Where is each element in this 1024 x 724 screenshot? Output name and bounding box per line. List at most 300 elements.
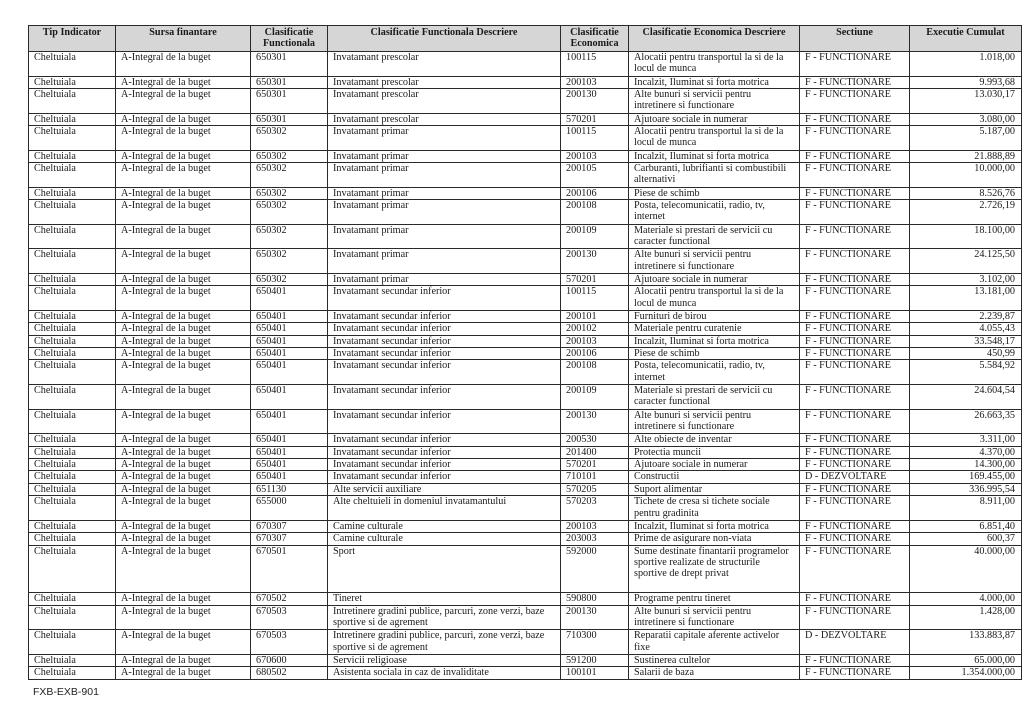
table-row: [29, 409, 1022, 434]
cell-sectiune: D - DEZVOLTARE: [800, 630, 910, 655]
cell-clasificatie-functionala: 650401: [251, 446, 328, 458]
cell-executie-cumulat: 4.370,00: [910, 446, 1022, 458]
table-row: [29, 310, 1022, 322]
cell-functionala-descriere: Invatamant prescolar: [328, 52, 561, 77]
table-row: [29, 113, 1022, 125]
cell-sectiune: F - FUNCTIONARE: [800, 76, 910, 88]
cell-clasificatie-economica: 710101: [561, 471, 629, 483]
cell-economica-descriere: Ajutoare sociale in numerar: [629, 273, 800, 285]
table-row: [29, 667, 1022, 679]
cell-tip-indicator: Cheltuiala: [29, 286, 116, 311]
table-row: [29, 471, 1022, 483]
cell-sursa-finantare: A-Integral de la buget: [116, 187, 251, 199]
cell-economica-descriere: Alte bunuri si servicii pentru intretinere si functionare: [629, 249, 800, 274]
cell-clasificatie-functionala: 670307: [251, 533, 328, 545]
table-row: [29, 434, 1022, 446]
cell-tip-indicator: Cheltuiala: [29, 249, 116, 274]
cell-tip-indicator: Cheltuiala: [29, 496, 116, 521]
cell-clasificatie-economica: 200102: [561, 323, 629, 335]
cell-functionala-descriere: Invatamant primar: [328, 273, 561, 285]
cell-clasificatie-functionala: 650302: [251, 150, 328, 162]
col-header-functionala-descriere: Clasificatie Functionala Descriere: [328, 26, 561, 52]
cell-sursa-finantare: A-Integral de la buget: [116, 150, 251, 162]
cell-tip-indicator: Cheltuiala: [29, 459, 116, 471]
table-row: [29, 273, 1022, 285]
cell-clasificatie-functionala: 650401: [251, 360, 328, 385]
cell-tip-indicator: Cheltuiala: [29, 471, 116, 483]
cell-economica-descriere: Posta, telecomunicatii, radio, tv, internet: [629, 360, 800, 385]
cell-economica-descriere: Materiale si prestari de servicii cu caracter functional: [629, 224, 800, 249]
cell-sursa-finantare: A-Integral de la buget: [116, 667, 251, 679]
cell-clasificatie-functionala: 650401: [251, 434, 328, 446]
cell-tip-indicator: Cheltuiala: [29, 150, 116, 162]
cell-clasificatie-functionala: 650301: [251, 76, 328, 88]
cell-economica-descriere: Sustinerea cultelor: [629, 655, 800, 667]
cell-tip-indicator: Cheltuiala: [29, 187, 116, 199]
cell-clasificatie-economica: 200530: [561, 434, 629, 446]
cell-sursa-finantare: A-Integral de la buget: [116, 52, 251, 77]
cell-sursa-finantare: A-Integral de la buget: [116, 520, 251, 532]
cell-functionala-descriere: Invatamant secundar inferior: [328, 310, 561, 322]
cell-functionala-descriere: Invatamant secundar inferior: [328, 471, 561, 483]
cell-sursa-finantare: A-Integral de la buget: [116, 605, 251, 630]
cell-tip-indicator: Cheltuiala: [29, 446, 116, 458]
cell-sectiune: F - FUNCTIONARE: [800, 459, 910, 471]
cell-sursa-finantare: A-Integral de la buget: [116, 113, 251, 125]
cell-functionala-descriere: Intretinere gradini publice, parcuri, zone verzi, baze sportive si de agrement: [328, 605, 561, 630]
cell-economica-descriere: Incalzit, Iluminat si forta motrica: [629, 520, 800, 532]
cell-tip-indicator: Cheltuiala: [29, 655, 116, 667]
cell-economica-descriere: Incalzit, Iluminat si forta motrica: [629, 76, 800, 88]
cell-tip-indicator: Cheltuiala: [29, 335, 116, 347]
cell-tip-indicator: Cheltuiala: [29, 52, 116, 77]
cell-economica-descriere: Furnituri de birou: [629, 310, 800, 322]
cell-sursa-finantare: A-Integral de la buget: [116, 348, 251, 360]
table-body: [29, 52, 1022, 680]
cell-clasificatie-functionala: 680502: [251, 667, 328, 679]
cell-functionala-descriere: Sport: [328, 545, 561, 593]
cell-executie-cumulat: 3.080,00: [910, 113, 1022, 125]
cell-economica-descriere: Alte obiecte de inventar: [629, 434, 800, 446]
cell-economica-descriere: Programe pentru tineret: [629, 593, 800, 605]
cell-economica-descriere: Prime de asigurare non-viata: [629, 533, 800, 545]
cell-clasificatie-functionala: 650401: [251, 286, 328, 311]
cell-clasificatie-functionala: 650301: [251, 89, 328, 114]
cell-clasificatie-functionala: 650401: [251, 409, 328, 434]
cell-clasificatie-economica: 570201: [561, 459, 629, 471]
table-row: [29, 385, 1022, 410]
cell-functionala-descriere: Invatamant primar: [328, 150, 561, 162]
cell-economica-descriere: Alte bunuri si servicii pentru intretinere si functionare: [629, 409, 800, 434]
cell-executie-cumulat: 3.311,00: [910, 434, 1022, 446]
cell-clasificatie-economica: 200103: [561, 520, 629, 532]
cell-sectiune: F - FUNCTIONARE: [800, 273, 910, 285]
cell-sursa-finantare: A-Integral de la buget: [116, 655, 251, 667]
cell-economica-descriere: Posta, telecomunicatii, radio, tv, internet: [629, 200, 800, 225]
cell-sursa-finantare: A-Integral de la buget: [116, 249, 251, 274]
cell-sectiune: F - FUNCTIONARE: [800, 323, 910, 335]
cell-executie-cumulat: 1.428,00: [910, 605, 1022, 630]
cell-executie-cumulat: 1.354.000,00: [910, 667, 1022, 679]
cell-sursa-finantare: A-Integral de la buget: [116, 163, 251, 188]
cell-clasificatie-economica: 590800: [561, 593, 629, 605]
cell-sectiune: F - FUNCTIONARE: [800, 348, 910, 360]
header-row: [29, 26, 1022, 52]
cell-clasificatie-functionala: 670503: [251, 630, 328, 655]
cell-executie-cumulat: 24.125,50: [910, 249, 1022, 274]
cell-economica-descriere: Tichete de cresa si tichete sociale pentru gradinita: [629, 496, 800, 521]
table-row: [29, 459, 1022, 471]
cell-sectiune: F - FUNCTIONARE: [800, 446, 910, 458]
table-row: [29, 360, 1022, 385]
cell-clasificatie-economica: 200103: [561, 150, 629, 162]
cell-clasificatie-functionala: 670307: [251, 520, 328, 532]
cell-clasificatie-functionala: 650302: [251, 163, 328, 188]
table-row: [29, 76, 1022, 88]
cell-tip-indicator: Cheltuiala: [29, 360, 116, 385]
cell-clasificatie-economica: 591200: [561, 655, 629, 667]
cell-sectiune: F - FUNCTIONARE: [800, 52, 910, 77]
cell-clasificatie-economica: 200130: [561, 605, 629, 630]
cell-clasificatie-functionala: 650401: [251, 323, 328, 335]
cell-sursa-finantare: A-Integral de la buget: [116, 459, 251, 471]
cell-tip-indicator: Cheltuiala: [29, 323, 116, 335]
cell-economica-descriere: Suport alimentar: [629, 483, 800, 495]
table-row: [29, 446, 1022, 458]
cell-functionala-descriere: Invatamant secundar inferior: [328, 434, 561, 446]
table-row: [29, 286, 1022, 311]
cell-sectiune: F - FUNCTIONARE: [800, 496, 910, 521]
cell-economica-descriere: Alte bunuri si servicii pentru intretinere si functionare: [629, 89, 800, 114]
cell-executie-cumulat: 4.055,43: [910, 323, 1022, 335]
table-row: [29, 605, 1022, 630]
cell-functionala-descriere: Invatamant secundar inferior: [328, 360, 561, 385]
cell-sectiune: F - FUNCTIONARE: [800, 310, 910, 322]
cell-tip-indicator: Cheltuiala: [29, 310, 116, 322]
col-header-sectiune: Sectiune: [800, 26, 910, 52]
cell-functionala-descriere: Camine culturale: [328, 520, 561, 532]
cell-functionala-descriere: Intretinere gradini publice, parcuri, zone verzi, baze sportive si de agrement: [328, 630, 561, 655]
cell-sectiune: F - FUNCTIONARE: [800, 200, 910, 225]
cell-clasificatie-economica: 200130: [561, 89, 629, 114]
cell-functionala-descriere: Invatamant primar: [328, 224, 561, 249]
cell-clasificatie-functionala: 650302: [251, 126, 328, 151]
cell-executie-cumulat: 2.726,19: [910, 200, 1022, 225]
table-row: [29, 533, 1022, 545]
cell-clasificatie-functionala: 650401: [251, 348, 328, 360]
cell-sectiune: F - FUNCTIONARE: [800, 434, 910, 446]
cell-functionala-descriere: Alte servicii auxiliare: [328, 483, 561, 495]
cell-sectiune: F - FUNCTIONARE: [800, 163, 910, 188]
cell-clasificatie-economica: 570205: [561, 483, 629, 495]
document-code: FXB-EXB-901: [33, 686, 99, 698]
cell-clasificatie-economica: 200130: [561, 409, 629, 434]
cell-economica-descriere: Incalzit, Iluminat si forta motrica: [629, 150, 800, 162]
cell-clasificatie-economica: 592000: [561, 545, 629, 593]
cell-economica-descriere: Ajutoare sociale in numerar: [629, 459, 800, 471]
cell-tip-indicator: Cheltuiala: [29, 520, 116, 532]
cell-economica-descriere: Alocatii pentru transportul la si de la locul de munca: [629, 286, 800, 311]
cell-functionala-descriere: Tineret: [328, 593, 561, 605]
cell-clasificatie-economica: 203003: [561, 533, 629, 545]
cell-functionala-descriere: Invatamant secundar inferior: [328, 323, 561, 335]
cell-executie-cumulat: 1.018,00: [910, 52, 1022, 77]
cell-executie-cumulat: 8.526,76: [910, 187, 1022, 199]
table-row: [29, 593, 1022, 605]
cell-executie-cumulat: 3.102,00: [910, 273, 1022, 285]
cell-executie-cumulat: 133.883,87: [910, 630, 1022, 655]
table-row: [29, 200, 1022, 225]
col-header-executie-cumulat: Executie Cumulat: [910, 26, 1022, 52]
cell-sursa-finantare: A-Integral de la buget: [116, 471, 251, 483]
cell-functionala-descriere: Alte cheltuieli in domeniul invatamantului: [328, 496, 561, 521]
table-row: [29, 335, 1022, 347]
cell-executie-cumulat: 5.584,92: [910, 360, 1022, 385]
cell-clasificatie-functionala: 650301: [251, 113, 328, 125]
cell-clasificatie-economica: 200109: [561, 385, 629, 410]
cell-clasificatie-functionala: 650401: [251, 385, 328, 410]
cell-tip-indicator: Cheltuiala: [29, 163, 116, 188]
cell-economica-descriere: Alte bunuri si servicii pentru intretinere si functionare: [629, 605, 800, 630]
cell-clasificatie-functionala: 650301: [251, 52, 328, 77]
cell-sectiune: F - FUNCTIONARE: [800, 335, 910, 347]
cell-sectiune: F - FUNCTIONARE: [800, 605, 910, 630]
cell-executie-cumulat: 4.000,00: [910, 593, 1022, 605]
table-row: [29, 224, 1022, 249]
cell-sectiune: F - FUNCTIONARE: [800, 113, 910, 125]
cell-economica-descriere: Materiale si prestari de servicii cu caracter functional: [629, 385, 800, 410]
cell-sectiune: F - FUNCTIONARE: [800, 360, 910, 385]
cell-executie-cumulat: 65.000,00: [910, 655, 1022, 667]
cell-clasificatie-economica: 201400: [561, 446, 629, 458]
table-row: [29, 520, 1022, 532]
cell-sectiune: F - FUNCTIONARE: [800, 286, 910, 311]
cell-executie-cumulat: 10.000,00: [910, 163, 1022, 188]
cell-sectiune: D - DEZVOLTARE: [800, 471, 910, 483]
cell-functionala-descriere: Invatamant secundar inferior: [328, 409, 561, 434]
cell-tip-indicator: Cheltuiala: [29, 89, 116, 114]
table-row: [29, 483, 1022, 495]
cell-functionala-descriere: Camine culturale: [328, 533, 561, 545]
cell-functionala-descriere: Invatamant primar: [328, 200, 561, 225]
cell-sursa-finantare: A-Integral de la buget: [116, 335, 251, 347]
cell-functionala-descriere: Invatamant secundar inferior: [328, 459, 561, 471]
cell-sursa-finantare: A-Integral de la buget: [116, 200, 251, 225]
cell-executie-cumulat: 21.888,89: [910, 150, 1022, 162]
cell-economica-descriere: Incalzit, Iluminat si forta motrica: [629, 335, 800, 347]
cell-executie-cumulat: 13.181,00: [910, 286, 1022, 311]
cell-executie-cumulat: 169.455,00: [910, 471, 1022, 483]
cell-clasificatie-economica: 200103: [561, 335, 629, 347]
table-row: [29, 630, 1022, 655]
cell-clasificatie-economica: 570201: [561, 273, 629, 285]
cell-executie-cumulat: 24.604,54: [910, 385, 1022, 410]
cell-functionala-descriere: Invatamant prescolar: [328, 89, 561, 114]
cell-sursa-finantare: A-Integral de la buget: [116, 89, 251, 114]
cell-economica-descriere: Piese de schimb: [629, 187, 800, 199]
cell-tip-indicator: Cheltuiala: [29, 76, 116, 88]
cell-sectiune: F - FUNCTIONARE: [800, 520, 910, 532]
cell-sursa-finantare: A-Integral de la buget: [116, 310, 251, 322]
execution-table: [28, 25, 1022, 680]
cell-economica-descriere: Protectia muncii: [629, 446, 800, 458]
cell-tip-indicator: Cheltuiala: [29, 605, 116, 630]
cell-clasificatie-economica: 200103: [561, 76, 629, 88]
cell-clasificatie-economica: 200108: [561, 200, 629, 225]
cell-functionala-descriere: Invatamant secundar inferior: [328, 446, 561, 458]
cell-tip-indicator: Cheltuiala: [29, 200, 116, 225]
cell-functionala-descriere: Invatamant primar: [328, 163, 561, 188]
table-row: [29, 545, 1022, 593]
cell-economica-descriere: Piese de schimb: [629, 348, 800, 360]
cell-sursa-finantare: A-Integral de la buget: [116, 434, 251, 446]
cell-economica-descriere: Salarii de baza: [629, 667, 800, 679]
cell-clasificatie-economica: 100115: [561, 126, 629, 151]
cell-sectiune: F - FUNCTIONARE: [800, 667, 910, 679]
cell-sursa-finantare: A-Integral de la buget: [116, 630, 251, 655]
cell-tip-indicator: Cheltuiala: [29, 483, 116, 495]
cell-tip-indicator: Cheltuiala: [29, 434, 116, 446]
table-row: [29, 249, 1022, 274]
cell-sursa-finantare: A-Integral de la buget: [116, 286, 251, 311]
cell-executie-cumulat: 450,99: [910, 348, 1022, 360]
cell-executie-cumulat: 336.995,54: [910, 483, 1022, 495]
cell-clasificatie-economica: 200106: [561, 348, 629, 360]
col-header-clasificatie-economica: Clasificatie Economica: [561, 26, 629, 52]
cell-tip-indicator: Cheltuiala: [29, 385, 116, 410]
table-row: [29, 323, 1022, 335]
cell-sectiune: F - FUNCTIONARE: [800, 224, 910, 249]
cell-sectiune: F - FUNCTIONARE: [800, 249, 910, 274]
cell-sectiune: F - FUNCTIONARE: [800, 150, 910, 162]
cell-sursa-finantare: A-Integral de la buget: [116, 446, 251, 458]
cell-clasificatie-economica: 100115: [561, 52, 629, 77]
cell-executie-cumulat: 6.851,40: [910, 520, 1022, 532]
cell-tip-indicator: Cheltuiala: [29, 409, 116, 434]
cell-functionala-descriere: Invatamant prescolar: [328, 113, 561, 125]
cell-sectiune: F - FUNCTIONARE: [800, 126, 910, 151]
cell-executie-cumulat: 2.239,87: [910, 310, 1022, 322]
cell-functionala-descriere: Servicii religioase: [328, 655, 561, 667]
cell-clasificatie-functionala: 650302: [251, 187, 328, 199]
cell-sursa-finantare: A-Integral de la buget: [116, 224, 251, 249]
cell-functionala-descriere: Invatamant primar: [328, 187, 561, 199]
cell-clasificatie-economica: 200130: [561, 249, 629, 274]
col-header-economica-descriere: Clasificatie Economica Descriere: [629, 26, 800, 52]
cell-tip-indicator: Cheltuiala: [29, 545, 116, 593]
cell-tip-indicator: Cheltuiala: [29, 273, 116, 285]
cell-sursa-finantare: A-Integral de la buget: [116, 126, 251, 151]
table-row: [29, 496, 1022, 521]
cell-clasificatie-economica: 200108: [561, 360, 629, 385]
cell-clasificatie-economica: 200101: [561, 310, 629, 322]
cell-sursa-finantare: A-Integral de la buget: [116, 76, 251, 88]
cell-executie-cumulat: 14.300,00: [910, 459, 1022, 471]
cell-clasificatie-functionala: 655000: [251, 496, 328, 521]
cell-economica-descriere: Materiale pentru curatenie: [629, 323, 800, 335]
table-row: [29, 89, 1022, 114]
table-row: [29, 150, 1022, 162]
cell-clasificatie-economica: 100115: [561, 286, 629, 311]
cell-sectiune: F - FUNCTIONARE: [800, 545, 910, 593]
cell-functionala-descriere: Invatamant primar: [328, 249, 561, 274]
cell-clasificatie-functionala: 670503: [251, 605, 328, 630]
cell-sursa-finantare: A-Integral de la buget: [116, 533, 251, 545]
col-header-tip-indicator: Tip Indicator: [29, 26, 116, 52]
cell-functionala-descriere: Invatamant secundar inferior: [328, 385, 561, 410]
cell-clasificatie-functionala: 650302: [251, 224, 328, 249]
table-row: [29, 52, 1022, 77]
cell-sursa-finantare: A-Integral de la buget: [116, 483, 251, 495]
cell-clasificatie-functionala: 650401: [251, 459, 328, 471]
cell-clasificatie-functionala: 650401: [251, 335, 328, 347]
cell-tip-indicator: Cheltuiala: [29, 630, 116, 655]
cell-tip-indicator: Cheltuiala: [29, 113, 116, 125]
cell-clasificatie-economica: 570201: [561, 113, 629, 125]
cell-clasificatie-economica: 100101: [561, 667, 629, 679]
cell-tip-indicator: Cheltuiala: [29, 533, 116, 545]
cell-clasificatie-functionala: 650302: [251, 200, 328, 225]
cell-sectiune: F - FUNCTIONARE: [800, 483, 910, 495]
cell-economica-descriere: Ajutoare sociale in numerar: [629, 113, 800, 125]
cell-executie-cumulat: 40.000,00: [910, 545, 1022, 593]
col-header-clasificatie-functionala: Clasificatie Functionala: [251, 26, 328, 52]
cell-economica-descriere: Alocatii pentru transportul la si de la locul de munca: [629, 52, 800, 77]
cell-clasificatie-functionala: 651130: [251, 483, 328, 495]
cell-economica-descriere: Alocatii pentru transportul la si de la locul de munca: [629, 126, 800, 151]
table-row: [29, 126, 1022, 151]
cell-clasificatie-functionala: 650401: [251, 310, 328, 322]
cell-sectiune: F - FUNCTIONARE: [800, 409, 910, 434]
cell-sectiune: F - FUNCTIONARE: [800, 533, 910, 545]
col-header-sursa-finantare: Sursa finantare: [116, 26, 251, 52]
cell-tip-indicator: Cheltuiala: [29, 224, 116, 249]
cell-tip-indicator: Cheltuiala: [29, 667, 116, 679]
cell-executie-cumulat: 33.548,17: [910, 335, 1022, 347]
cell-economica-descriere: Reparatii capitale aferente activelor fixe: [629, 630, 800, 655]
cell-tip-indicator: Cheltuiala: [29, 348, 116, 360]
cell-executie-cumulat: 8.911,00: [910, 496, 1022, 521]
cell-functionala-descriere: Invatamant primar: [328, 126, 561, 151]
cell-economica-descriere: Constructii: [629, 471, 800, 483]
table-row: [29, 348, 1022, 360]
cell-economica-descriere: Carburanti, lubrifianti si combustibili alternativi: [629, 163, 800, 188]
cell-clasificatie-functionala: 670502: [251, 593, 328, 605]
cell-functionala-descriere: Invatamant secundar inferior: [328, 286, 561, 311]
table-header: [29, 26, 1022, 52]
cell-sursa-finantare: A-Integral de la buget: [116, 409, 251, 434]
cell-sectiune: F - FUNCTIONARE: [800, 655, 910, 667]
cell-executie-cumulat: 26.663,35: [910, 409, 1022, 434]
cell-executie-cumulat: 18.100,00: [910, 224, 1022, 249]
cell-clasificatie-functionala: 650302: [251, 249, 328, 274]
cell-sectiune: F - FUNCTIONARE: [800, 187, 910, 199]
cell-sursa-finantare: A-Integral de la buget: [116, 360, 251, 385]
cell-functionala-descriere: Invatamant prescolar: [328, 76, 561, 88]
cell-functionala-descriere: Asistenta sociala in caz de invaliditate: [328, 667, 561, 679]
table-row: [29, 187, 1022, 199]
cell-clasificatie-economica: 200105: [561, 163, 629, 188]
cell-clasificatie-economica: 710300: [561, 630, 629, 655]
cell-clasificatie-economica: 570203: [561, 496, 629, 521]
table-row: [29, 655, 1022, 667]
cell-functionala-descriere: Invatamant secundar inferior: [328, 335, 561, 347]
cell-clasificatie-economica: 200109: [561, 224, 629, 249]
cell-economica-descriere: Sume destinate finantarii programelor sportive realizate de structurile sportive de drept privat: [629, 545, 800, 593]
cell-sursa-finantare: A-Integral de la buget: [116, 545, 251, 593]
cell-executie-cumulat: 9.993,68: [910, 76, 1022, 88]
cell-clasificatie-functionala: 670501: [251, 545, 328, 593]
